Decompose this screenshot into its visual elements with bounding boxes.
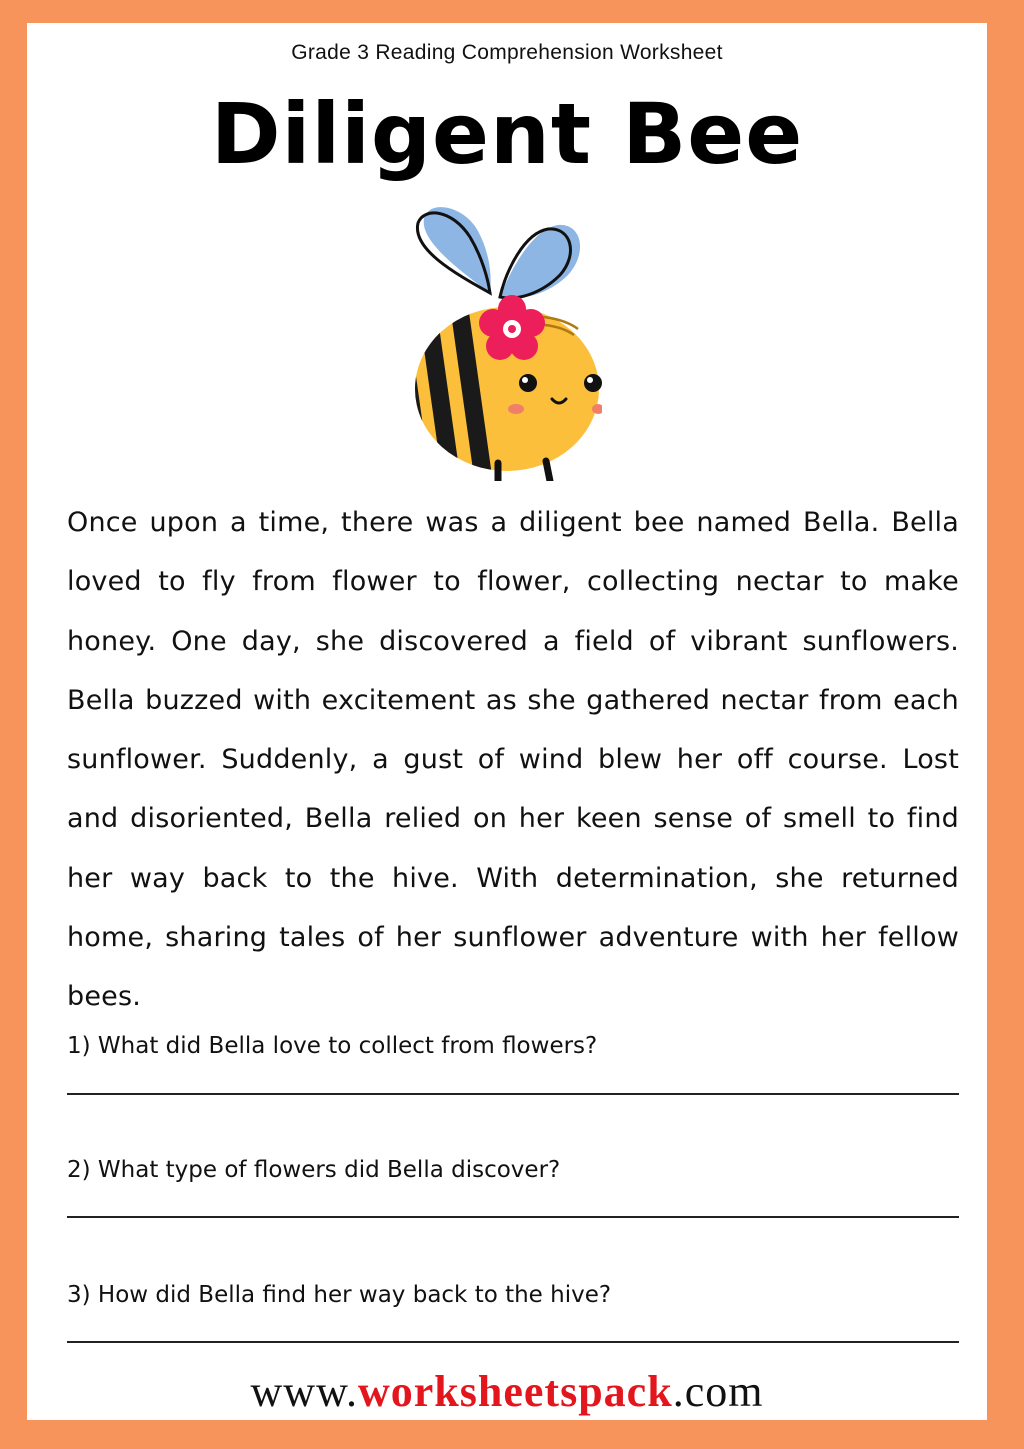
answer-line-2[interactable] [67, 1216, 959, 1218]
footer-suffix: .com [672, 1367, 764, 1416]
worksheet-page [27, 23, 987, 1420]
worksheet-title: Diligent Bee [210, 85, 804, 183]
worksheet-subtitle: Grade 3 Reading Comprehension Worksheet [291, 41, 723, 64]
question-2: 2) What type of flowers did Bella discover? [67, 1157, 561, 1183]
website-footer[interactable] [27, 1366, 987, 1417]
answer-line-1[interactable] [67, 1093, 959, 1095]
bee-illustration [382, 201, 602, 481]
question-1: 1) What did Bella love to collect from flowers? [67, 1033, 598, 1059]
footer-brand: worksheetspack [358, 1367, 673, 1416]
question-3: 3) How did Bella find her way back to the hive? [67, 1282, 612, 1308]
bee-wings [417, 207, 580, 298]
answer-line-3[interactable] [67, 1341, 959, 1343]
story-paragraph: Once upon a time, there was a diligent bee named Bella. Bella loved to fly from flower to flower, collecting nectar to make honey. One day, she discovered a field of vibrant sunflowers. Bella buzzed with excitement as she gathered nectar from each sunflower. Suddenly, a gust of wind blew her off course. Lost and disoriented, Bella relied on her keen sense of smell to find her way back to the hive. With determination, she returned home, sharing tales of her sunflower adventure with her fellow bees. [67, 507, 959, 1013]
flower-icon [479, 295, 545, 360]
footer-prefix: www. [250, 1367, 358, 1416]
